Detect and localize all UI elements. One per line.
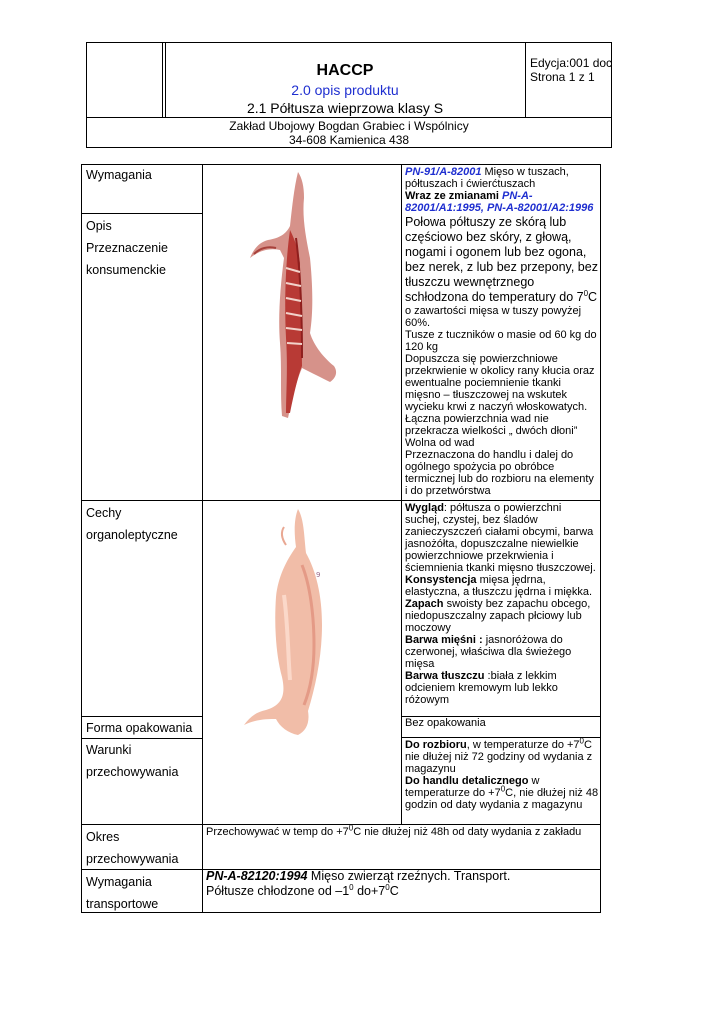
label-okres: Okres przechowywania: [86, 830, 179, 866]
edition-label: Edycja:001 doc: [530, 56, 613, 70]
label-forma: Forma opakowania: [86, 721, 193, 735]
okres-value: Przechowywać w temp do $+7^0C$ nie dłużej niż 48h od daty wydania z zakładu: [206, 823, 582, 838]
half-carcass-image-skin-side: [236, 505, 366, 740]
company-address: 34-608 Kamienica 438: [288, 133, 410, 147]
forma-value: Bez opakowania: [405, 717, 486, 729]
company-name: Zakład Ubojowy Bogdan Grabiec i Wspólnicy: [229, 119, 469, 133]
label-transport: Wymagania transportowe: [86, 875, 159, 911]
norm-pn-91: PN-91/A-82001: [405, 166, 482, 178]
wymagania-value: PN-91/A-82001 Mięso w tuszach, półtuszach i ćwierćtuszach Wraz ze zmianami PN-A-82001/A1:1995, PN-A-82001/A2:1996: [405, 166, 594, 214]
norm-pn-a-82120: PN-A-82120:1994: [206, 869, 308, 883]
cechy-value: Wygląd: półtusza o powierzchni suchej, czystej, bez śladów zanieczyszczeń ciałami obcymi, barwa jasnożółta, dopuszczalne niewielkie powierzchniowe przekrwienia i ściemnienia tkanki mięsno tłuszczowej. Konsystencja mięsa jędrna, elastyczna, a tłuszczu jędrna i miękka. Zapach swoisty bez zapachu obcego, niedopuszczalny zapach płciowy lub moczowy Barwa mięśni : jasnoróżowa do czerwonej, właściwa dla świeżego mięsa Barwa tłuszczu :biała z lekkim odcieniem kremowym lub lekko różowym: [405, 502, 596, 706]
transport-value: PN-A-82120:1994 Mięso zwierząt rzeźnych. Transport. Półtusze chłodzone od $-1^0$ $do+7^0C$: [206, 869, 511, 898]
label-cechy: Cechy organoleptyczne: [86, 506, 178, 542]
svg-text:9: 9: [316, 571, 321, 579]
product-title: 2.1 Półtusza wieprzowa klasy S: [246, 100, 444, 116]
label-warunki: Warunki przechowywania: [86, 743, 179, 779]
warunki-value: Do rozbioru, w temperaturze do $+7^0C$ nie dłużej niż 72 godziny od wydania z magazynu Do handlu detalicznego w temperaturze do $+7^0C$, nie dłużej niż 48 godzin od daty wydania z magazynu: [405, 736, 599, 811]
half-carcass-image-cut-side: [240, 168, 370, 423]
page-label: Strona 1 z 1: [530, 70, 595, 84]
opis-value: Połowa półtuszy ze skórą lub częściowo bez skóry, z głową, nogami i ogonem lub bez ogona, bez nerek, z lub bez przepony, bez tłuszczu wewnętrznego schłodzona do temperatury do $7^0C$ o zawartości mięsa w tuszy powyżej 60%. Tusze z tuczników o masie od 60 kg do 120 kg Dopuszcza się powierzchniowe przekrwienie w okolicy rany kłucia oraz ewentualne pociemnienie tkanki mięsno – tłuszczowej na wskutek wycieku krwi z naczyń włoskowatych. Łączna powierzchnia wad nie przekracza wielkości „ dwóch dłoni” Wolna od wad Przeznaczona do handlu i dalej do ogólnego spożycia po obróbce termicznej lub do rozbioru na elementy i do przetwórstwa: [405, 215, 598, 497]
section-subtitle: 2.0 opis produktu: [291, 82, 399, 98]
label-opis: Opis Przeznaczenie konsumenckie: [86, 219, 168, 277]
document-title: HACCP: [316, 62, 374, 79]
label-wymagania: Wymagania: [86, 168, 152, 182]
opis-main-text: Połowa półtuszy ze skórą lub częściowo bez skóry, z głową, nogami i ogonem lub bez ogona, bez nerek, z lub bez przepony, bez tłuszczu wewnętrznego schłodzona do temperatury do $7^0C$: [405, 215, 598, 304]
norm-changes: PN-A-82001/A1:1995, PN-A-82001/A2:1996: [405, 190, 594, 214]
